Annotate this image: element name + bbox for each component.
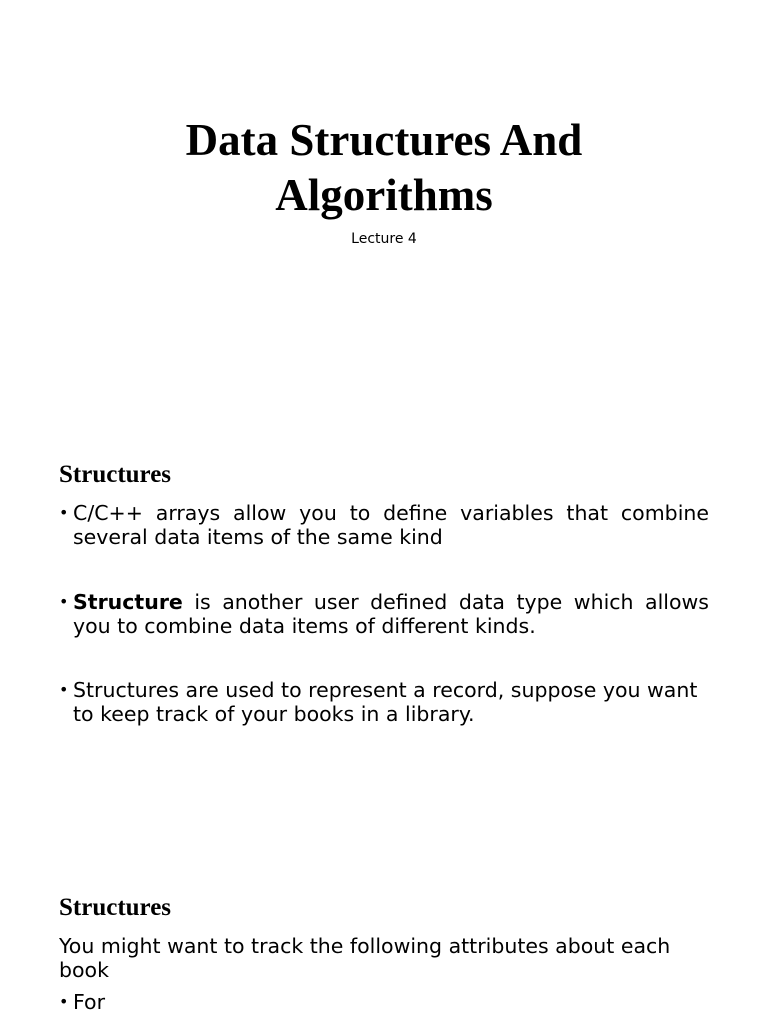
title-line-2: Algorithms <box>275 170 493 220</box>
slide-heading: Structures <box>59 894 172 921</box>
bullet-icon: • <box>59 592 69 611</box>
bullet-bold-term: Structure <box>73 590 183 614</box>
slide-paragraph: You might want to track the following attributes about each book <box>59 934 671 982</box>
bullet-icon: • <box>59 992 69 1011</box>
bullet-icon: • <box>59 503 69 522</box>
slide-heading: Structures <box>59 461 172 488</box>
title-line-1: Data Structures And <box>185 115 583 165</box>
bullet-text: is another user defined data type which allows you to combine data items of different kinds. <box>73 590 709 638</box>
bullet-item <box>59 990 709 1014</box>
bullet-text: Structures are used to represent a record, suppose you want to keep track of your books in a library. <box>73 678 698 726</box>
bullet-icon: • <box>59 680 69 699</box>
slide-subtitle: Lecture 4 <box>351 231 417 247</box>
bullet-text: C/C++ arrays allow you to define variables that combine several data items of the same kind <box>73 501 709 549</box>
bullet-text: For <box>73 990 106 1014</box>
